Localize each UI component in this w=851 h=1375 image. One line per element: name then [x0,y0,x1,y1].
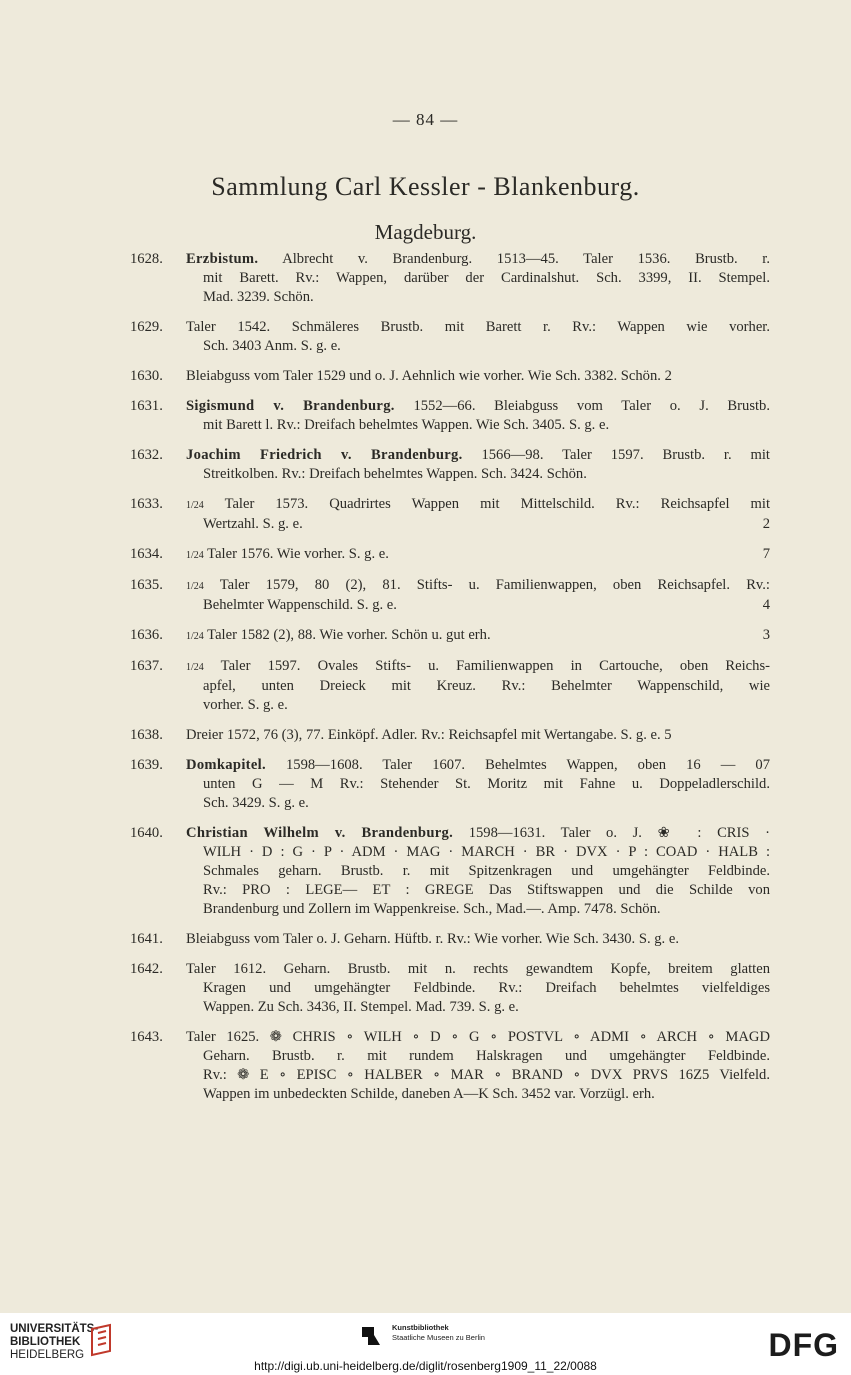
entry-number: 1631. [130,398,163,414]
entry-line [186,824,770,843]
entry-text: unten G — M Rv.: Stehender St. Moritz mit Fahne u. Doppeladlerschild. [203,776,770,792]
catalog-entry [130,1028,770,1104]
kb-line2: Staatliche Museen zu Berlin [392,1333,485,1342]
entry-text: WILH · D : G · P · ADM · MAG · MARCH · BR · DVX · P : COAD · HALB : [203,844,770,860]
entry-text: Taler 1579, 80 (2), 81. Stifts- u. Familienwappen, oben Reichsapfel. Rv.: [219,577,770,593]
catalog-entry [130,318,770,356]
entry-text: Wertzahl. S. g. e. [203,516,303,532]
entry-line [186,756,770,775]
entry-text: Schmales geharn. Brustb. r. mit Spitzenkragen und umgehängter Feldbinde. [203,863,770,879]
catalog-entry [130,397,770,435]
entry-line [186,843,770,862]
denomination-fraction: 1/24 [186,662,204,673]
entry-line [186,862,770,881]
university-line2: BIBLIOTHEK [10,1336,81,1348]
entry-heading: Erzbistum. [186,251,259,267]
entry-text: Taler 1597. Ovales Stifts- u. Familienwappen in Cartouche, oben Reichs- [220,658,770,674]
lot-count: 7 [762,546,770,562]
university-library-logo[interactable] [10,1323,98,1362]
lot-count: 2 [762,516,770,532]
entry-text: Taler 1576. Wie vorher. S. g. e. [207,546,389,562]
denomination-fraction: 1/24 [186,550,204,561]
entry-text: Kragen und umgehängter Feldbinde. Rv.: Dreifach behelmtes vielfeldiges [203,980,770,996]
catalog-entry [130,576,770,615]
university-logo-icon [88,1321,118,1361]
entry-text: Mad. 3239. Schön. [203,289,314,305]
entry-line [186,998,770,1017]
denomination-fraction: 1/24 [186,500,204,511]
entry-text: Bleiabguss vom Taler 1529 und o. J. Aehnlich wie vorher. Wie Sch. 3382. Schön. 2 [186,368,672,384]
entry-line [186,696,770,715]
entry-line [186,367,770,386]
entry-number: 1637. [130,658,163,674]
entry-number: 1641. [130,931,163,947]
kb-line1: Kunstbibliothek [392,1323,449,1332]
entry-text: Wappen. Zu Sch. 3436, II. Stempel. Mad. 739. S. g. e. [203,999,519,1015]
catalog-entry [130,446,770,484]
catalog-title: Sammlung Carl Kessler - Blankenburg. [211,172,640,201]
entry-line [186,446,770,465]
entry-line [186,515,770,534]
entry-number: 1643. [130,1029,163,1045]
entry-line [186,318,770,337]
catalog-entry [130,495,770,534]
entry-line [186,465,770,484]
entry-number: 1630. [130,368,163,384]
entry-text: apfel, unten Dreieck mit Kreuz. Rv.: Behelmter Wappenschild, wie [203,678,770,694]
entry-text: Sch. 3403 Anm. S. g. e. [203,338,341,354]
entry-text: Rv.: PRO : LEGE— ET : GREGE Das Stiftswappen und die Schilde von [203,882,770,898]
entry-line [186,269,770,288]
entry-number: 1628. [130,251,163,267]
entry-line [186,495,770,515]
denomination-fraction: 1/24 [186,581,204,592]
entry-heading: Joachim Friedrich v. Brandenburg. [186,447,463,463]
entry-heading: Christian Wilhelm v. Brandenburg. [186,825,454,841]
catalog-entry [130,367,770,386]
dfg-logo[interactable]: DFG [768,1327,839,1363]
catalog-entry [130,250,770,307]
entry-line [186,1085,770,1104]
entry-text: Wappen im unbedeckten Schilde, daneben A—K Sch. 3452 var. Vorzügl. erh. [203,1086,655,1102]
catalog-entry [130,545,770,565]
entry-number: 1636. [130,627,163,643]
entry-line [186,900,770,919]
entry-text: Streitkolben. Rv.: Dreifach behelmtes Wappen. Sch. 3424. Schön. [203,466,587,482]
entry-line [186,726,770,745]
entry-line [186,657,770,677]
entry-line [186,416,770,435]
entry-text: mit Barett l. Rv.: Dreifach behelmtes Wappen. Wie Sch. 3405. S. g. e. [203,417,610,433]
entry-line [186,288,770,307]
entry-line [186,576,770,596]
entry-line [186,545,770,565]
entry-text: Taler 1612. Geharn. Brustb. mit n. rechts gewandtem Kopfe, breitem glatten [186,961,770,977]
entry-heading: Domkapitel. [186,757,266,773]
entry-text: 1552—66. Bleiabguss vom Taler o. J. Brustb. [413,398,771,414]
entry-heading: Sigismund v. Brandenburg. [186,398,395,414]
entry-text: Rv.: ❁ E ∘ EPISC ∘ HALBER ∘ MAR ∘ BRAND ∘ DVX PRVS 16Z5 Vielfeld. [203,1067,770,1083]
entry-line [186,775,770,794]
entry-text: Dreier 1572, 76 (3), 77. Einköpf. Adler. Rv.: Reichsapfel mit Wertangabe. S. g. e. 5 [186,727,672,743]
lot-count: 3 [762,627,770,643]
entry-text: Sch. 3429. S. g. e. [203,795,309,811]
catalog-entry [130,726,770,745]
entry-line [186,979,770,998]
entry-text: Geharn. Brustb. r. mit rundem Halskragen und umgehängter Feldbinde. [203,1048,770,1064]
catalog-entry [130,960,770,1017]
kunstbibliothek-icon [360,1325,382,1347]
source-url[interactable]: http://digi.ub.uni-heidelberg.de/diglit/rosenberg1909_11_22/0088 [254,1359,597,1373]
entry-text: Taler 1582 (2), 88. Wie vorher. Schön u. gut erh. [207,627,491,643]
catalog-entry [130,930,770,949]
lot-count: 4 [762,597,770,613]
entry-text: 1598—1608. Taler 1607. Behelmtes Wappen, oben 16 — 07 [285,757,770,773]
entry-line [186,677,770,696]
entry-line [186,960,770,979]
entry-text: Bleiabguss vom Taler o. J. Geharn. Hüftb. r. Rv.: Wie vorher. Wie Sch. 3430. S. g. e. [186,931,679,947]
entry-number: 1640. [130,825,163,841]
entry-number: 1633. [130,496,163,512]
entry-text: 1598—1631. Taler o. J. ❀ : CRIS · [468,825,770,841]
catalog-entry [130,626,770,646]
footer-bar [0,1313,851,1375]
catalog-entry [130,657,770,715]
university-line1: UNIVERSITÄTS- [10,1323,99,1335]
section-heading: Magdeburg. [374,220,477,244]
entry-line [186,626,770,646]
entry-line [186,1047,770,1066]
entry-number: 1629. [130,319,163,335]
denomination-fraction: 1/24 [186,631,204,642]
catalog-entries [130,250,770,1115]
entry-line [186,337,770,356]
entry-text: Behelmter Wappenschild. S. g. e. [203,597,397,613]
entry-text: Albrecht v. Brandenburg. 1513—45. Taler 1536. Brustb. r. [282,251,771,267]
entry-line [186,930,770,949]
entry-line [186,881,770,900]
entry-text: mit Barett. Rv.: Wappen, darüber der Cardinalshut. Sch. 3399, II. Stempel. [203,270,770,286]
entry-text: Taler 1625. ❁ CHRIS ∘ WILH ∘ D ∘ G ∘ POSTVL ∘ ADMI ∘ ARCH ∘ MAGD [186,1029,770,1045]
entry-text: 1566—98. Taler 1597. Brustb. r. mit [481,447,770,463]
entry-text: Taler 1573. Quadrirtes Wappen mit Mittelschild. Rv.: Reichsapfel mit [224,496,771,512]
entry-line [186,596,770,615]
entry-text: vorher. S. g. e. [203,697,288,713]
entry-number: 1639. [130,757,163,773]
entry-line [186,397,770,416]
catalog-entry [130,756,770,813]
entry-number: 1638. [130,727,163,743]
page-number: — 84 — [392,110,459,129]
entry-text: Brandenburg und Zollern im Wappenkreise. Sch., Mad.—. Amp. 7478. Schön. [203,901,661,917]
entry-text: Taler 1542. Schmäleres Brustb. mit Barett r. Rv.: Wappen wie vorher. [186,319,770,335]
entry-line [186,794,770,813]
entry-line [186,250,770,269]
entry-number: 1632. [130,447,163,463]
entry-number: 1634. [130,546,163,562]
entry-line [186,1028,770,1047]
entry-number: 1635. [130,577,163,593]
entry-number: 1642. [130,961,163,977]
catalog-entry [130,824,770,919]
entry-line [186,1066,770,1085]
university-line3: HEIDELBERG [10,1349,85,1361]
